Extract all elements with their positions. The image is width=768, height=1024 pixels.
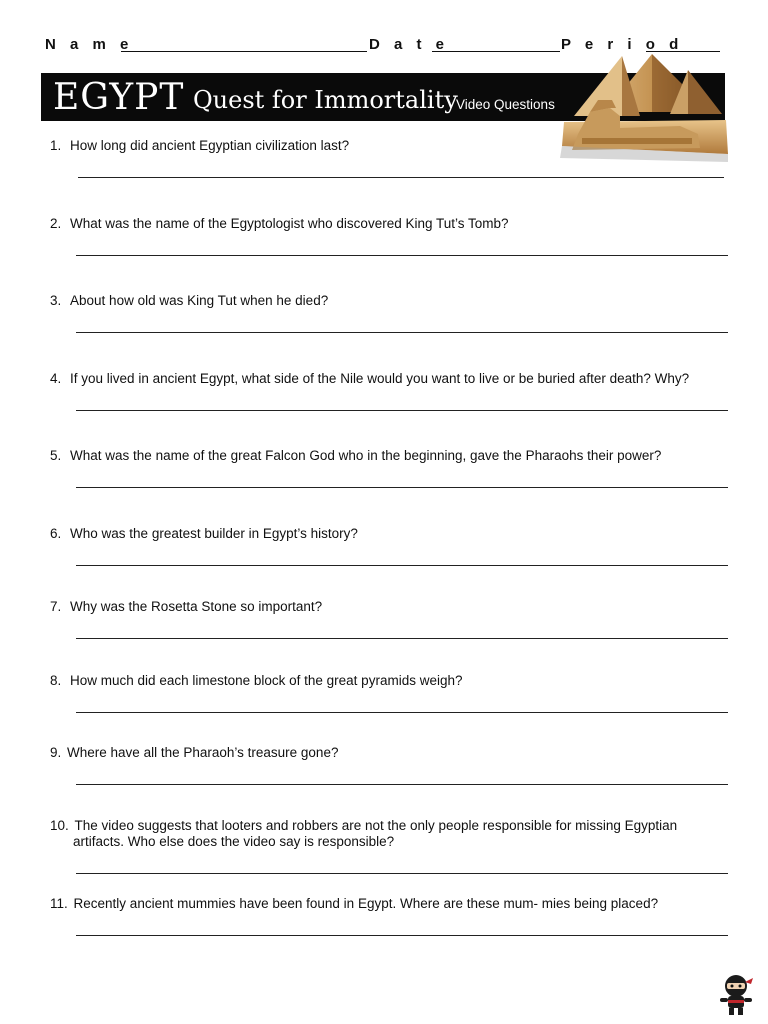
answer-line-5[interactable] [76,487,728,488]
question-5 [50,448,730,464]
question-text: How much did each limestone block of the great pyramids weigh? [70,673,463,688]
question-number: 1. [50,138,62,153]
question-1 [50,138,730,154]
date-field-line[interactable] [432,51,560,52]
question-text: About how old was King Tut when he died? [70,293,329,308]
answer-line-7[interactable] [76,638,728,639]
question-8 [50,673,730,689]
answer-line-1[interactable] [78,177,724,178]
answer-line-8[interactable] [76,712,728,713]
question-7 [50,599,730,615]
banner-tag: Video Questions [456,97,555,112]
answer-line-3[interactable] [76,332,728,333]
question-number: 3. [50,293,62,308]
question-number: 5. [50,448,62,463]
question-text: If you lived in ancient Egypt, what side of the Nile would you want to live or be buried after death? Why? [70,371,690,386]
question-text: What was the name of the Egyptologist who discovered King Tut’s Tomb? [70,216,509,231]
question-number: 9. [50,745,62,760]
question-10 [50,818,730,850]
question-3 [50,293,730,309]
question-number: 6. [50,526,62,541]
answer-line-2[interactable] [76,255,728,256]
question-number: 4. [50,371,62,386]
question-text: Recently ancient mummies have been found in Egypt. Where are these mum- mies being placed? [73,896,659,911]
question-text-continued: artifacts. Who else does the video say is responsible? [73,834,395,849]
question-number: 8. [50,673,62,688]
banner-subtitle: Quest for Immortality [193,86,458,114]
question-text: Why was the Rosetta Stone so important? [70,599,323,614]
question-text: The video suggests that looters and robbers are not the only people responsible for missing Egyptian [74,818,678,833]
question-11 [50,896,730,912]
name-label: N a m e [45,36,134,53]
question-2 [50,216,730,232]
date-label: D a t e [369,36,450,53]
question-9 [50,745,730,761]
question-number: 11. [50,896,68,911]
period-label: P e r i o d [561,36,684,53]
question-number: 2. [50,216,62,231]
banner-title: EGYPT [53,77,185,118]
question-6 [50,526,730,542]
question-text: Who was the greatest builder in Egypt’s history? [70,526,358,541]
question-text: What was the name of the great Falcon God who in the beginning, gave the Pharaohs their power? [70,448,662,463]
answer-line-4[interactable] [76,410,728,411]
answer-line-9[interactable] [76,784,728,785]
ninja-mascot-icon [716,972,756,1016]
question-number: 10. [50,818,69,833]
question-4 [50,371,730,387]
answer-line-10[interactable] [76,873,728,874]
name-field-line[interactable] [121,51,367,52]
question-text: How long did ancient Egyptian civilization last? [70,138,350,153]
answer-line-11[interactable] [76,935,728,936]
question-number: 7. [50,599,62,614]
answer-line-6[interactable] [76,565,728,566]
question-text: Where have all the Pharaoh’s treasure gone? [67,745,339,760]
